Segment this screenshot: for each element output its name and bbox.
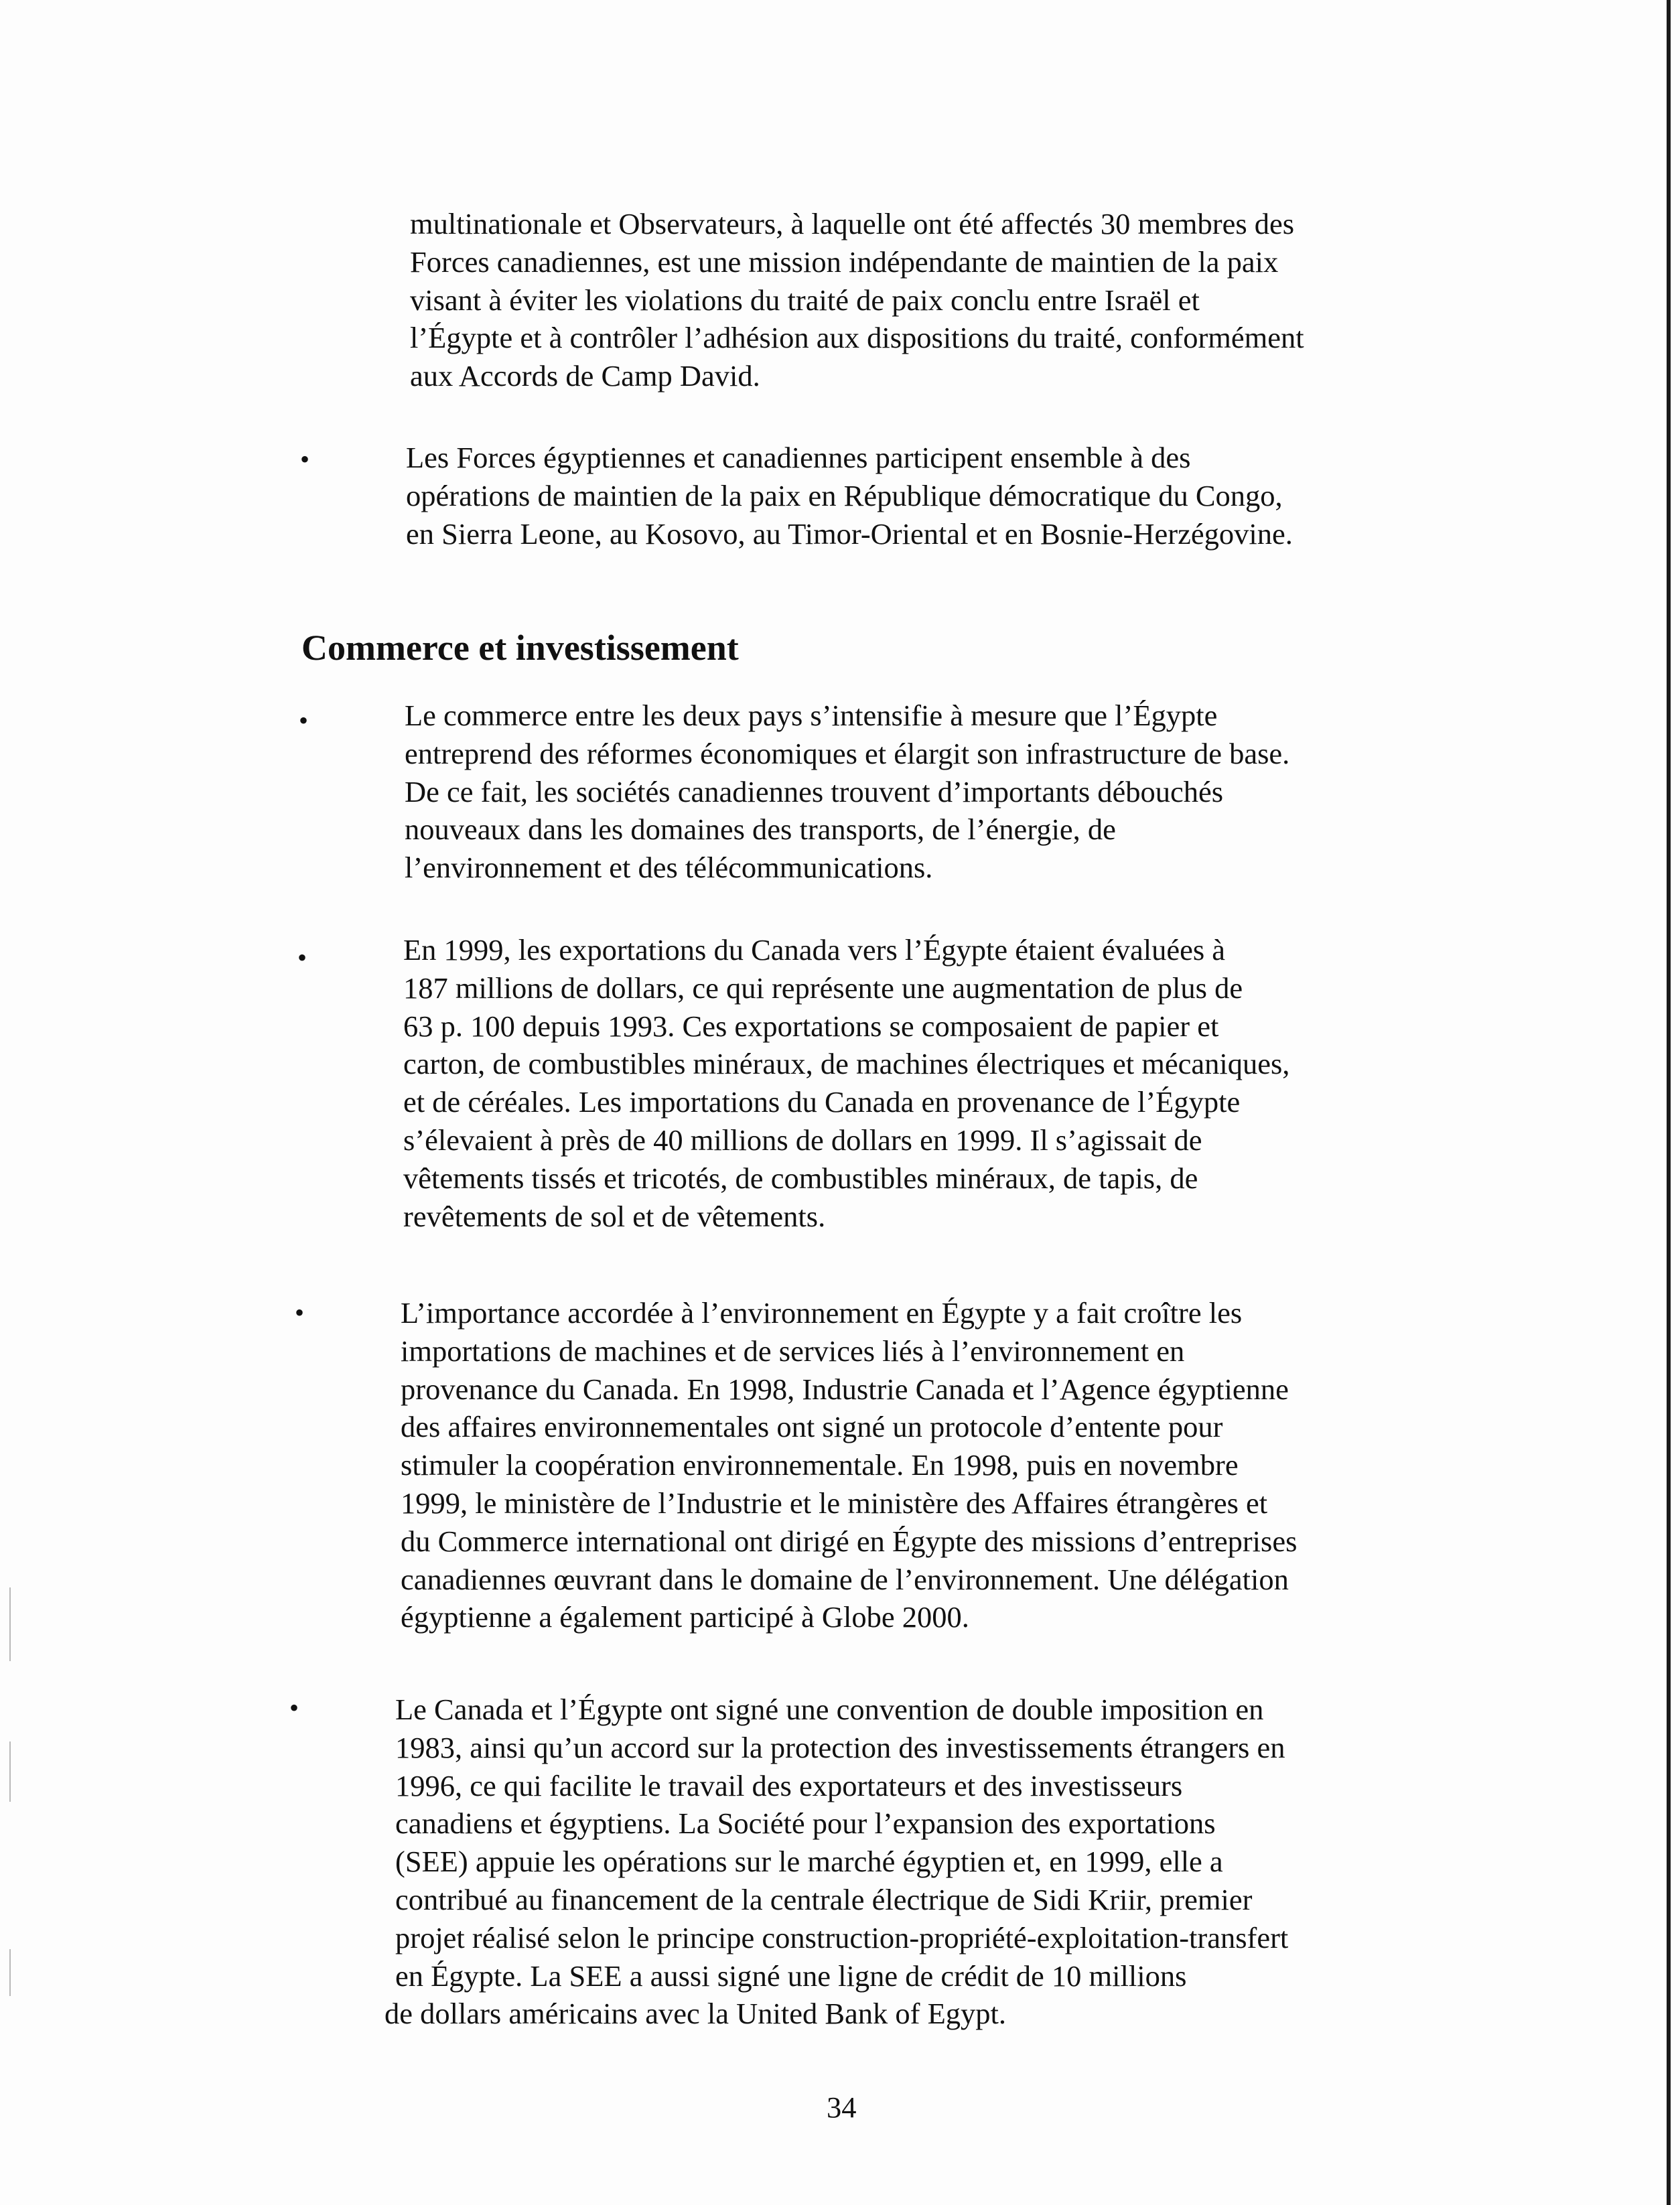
text-line: revêtements de sol et de vêtements. (403, 1199, 826, 1233)
text-line: multinationale et Observateurs, à laquelle ont été affectés 30 membres des (410, 207, 1295, 240)
text-line: Forces canadiennes, est une mission indépendante de maintien de la paix (410, 244, 1279, 279)
text-line: nouveaux dans les domaines des transports, de l’énergie, de (405, 812, 1116, 847)
text-line: vêtements tissés et tricotés, de combustibles minéraux, de tapis, de (403, 1161, 1198, 1195)
trade-bullet-1 (405, 697, 1289, 887)
bullet-marker: • (299, 705, 309, 735)
scan-speck (9, 1949, 11, 1996)
text-line: s’élevaient à près de 40 millions de dollars en 1999. Il s’agissait de (403, 1123, 1202, 1157)
text-line: Les Forces égyptiennes et canadiennes participent ensemble à des (406, 441, 1191, 474)
bullet-marker: • (297, 942, 307, 973)
trade-bullet-2 (403, 931, 1289, 1235)
text-line: 1999, le ministère de l’Industrie et le ministère des Affaires étrangères et (401, 1486, 1268, 1520)
text-line: de dollars américains avec la United Bank of Egypt. (384, 1997, 1007, 2031)
text-line: visant à éviter les violations du traité de paix conclu entre Israël et (410, 283, 1200, 317)
text-line: (SEE) appuie les opérations sur le marché égyptien et, en 1999, elle a (395, 1845, 1223, 1879)
text-line: projet réalisé selon le principe construction-propriété-exploitation-transfert (395, 1920, 1289, 1954)
peacekeeping-bullet (406, 439, 1293, 553)
bullet-marker: • (289, 1693, 299, 1723)
text-line: carton, de combustibles minéraux, de machines électriques et mécaniques, (403, 1047, 1290, 1081)
text-line: en Égypte. La SEE a aussi signé une ligne de crédit de 10 millions (395, 1959, 1187, 1993)
text-line: égyptienne a également participé à Globe 2000. (401, 1600, 969, 1634)
bullet-marker: • (300, 444, 310, 474)
text-line: stimuler la coopération environnementale. En 1998, puis en novembre (401, 1448, 1239, 1482)
text-line: En 1999, les exportations du Canada vers l’Égypte étaient évaluées à (403, 933, 1226, 967)
intro-paragraph (410, 205, 1304, 395)
text-line: canadiennes œuvrant dans le domaine de l’environnement. Une délégation (401, 1562, 1289, 1596)
text-line: L’importance accordée à l’environnement en Égypte y a fait croître les (401, 1296, 1243, 1330)
text-line: De ce fait, les sociétés canadiennes trouvent d’importants débouchés (405, 774, 1224, 808)
text-line: contribué au financement de la centrale électrique de Sidi Kriir, premier (395, 1882, 1253, 1916)
text-line: l’environnement et des télécommunications. (405, 851, 933, 885)
scan-edge-line (1667, 0, 1671, 2205)
text-line: l’Égypte et à contrôler l’adhésion aux dispositions du traité, conformément (410, 321, 1304, 355)
text-line: opérations de maintien de la paix en République démocratique du Congo, (406, 478, 1283, 512)
text-line: 187 millions de dollars, ce qui représente une augmentation de plus de (403, 971, 1243, 1005)
text-line: aux Accords de Camp David. (410, 359, 760, 393)
scan-speck (9, 1741, 11, 1802)
text-line: 63 p. 100 depuis 1993. Ces exportations se composaient de papier et (403, 1009, 1219, 1043)
text-line: 1996, ce qui facilite le travail des exportateurs et des investisseurs (395, 1768, 1183, 1802)
page-number: 34 (827, 2090, 857, 2124)
trade-bullet-4 (384, 1691, 1289, 2033)
text-line: en Sierra Leone, au Kosovo, au Timor-Oriental et en Bosnie-Herzégovine. (406, 516, 1293, 551)
text-line: 1983, ainsi qu’un accord sur la protection des investissements étrangers en (395, 1730, 1285, 1764)
text-line: importations de machines et de services liés à l’environnement en (401, 1334, 1185, 1368)
text-line: des affaires environnementales ont signé un protocole d’entente pour (401, 1410, 1223, 1444)
text-line: provenance du Canada. En 1998, Industrie Canada et l’Agence égyptienne (401, 1372, 1289, 1406)
text-line: entreprend des réformes économiques et élargit son infrastructure de base. (405, 736, 1290, 770)
text-line: et de céréales. Les importations du Canada en provenance de l’Égypte (403, 1085, 1241, 1119)
scan-speck (9, 1587, 11, 1661)
text-line: canadiens et égyptiens. La Société pour l’expansion des exportations (395, 1806, 1216, 1841)
text-line: Le commerce entre les deux pays s’intensifie à mesure que l’Égypte (405, 699, 1218, 732)
trade-bullet-3 (401, 1294, 1297, 1636)
text-line: Le Canada et l’Égypte ont signé une convention de double imposition en (395, 1693, 1264, 1726)
section-heading: Commerce et investissement (301, 628, 739, 668)
text-line: du Commerce international ont dirigé en Égypte des missions d’entreprises (401, 1524, 1298, 1558)
bullet-marker: • (295, 1297, 305, 1328)
